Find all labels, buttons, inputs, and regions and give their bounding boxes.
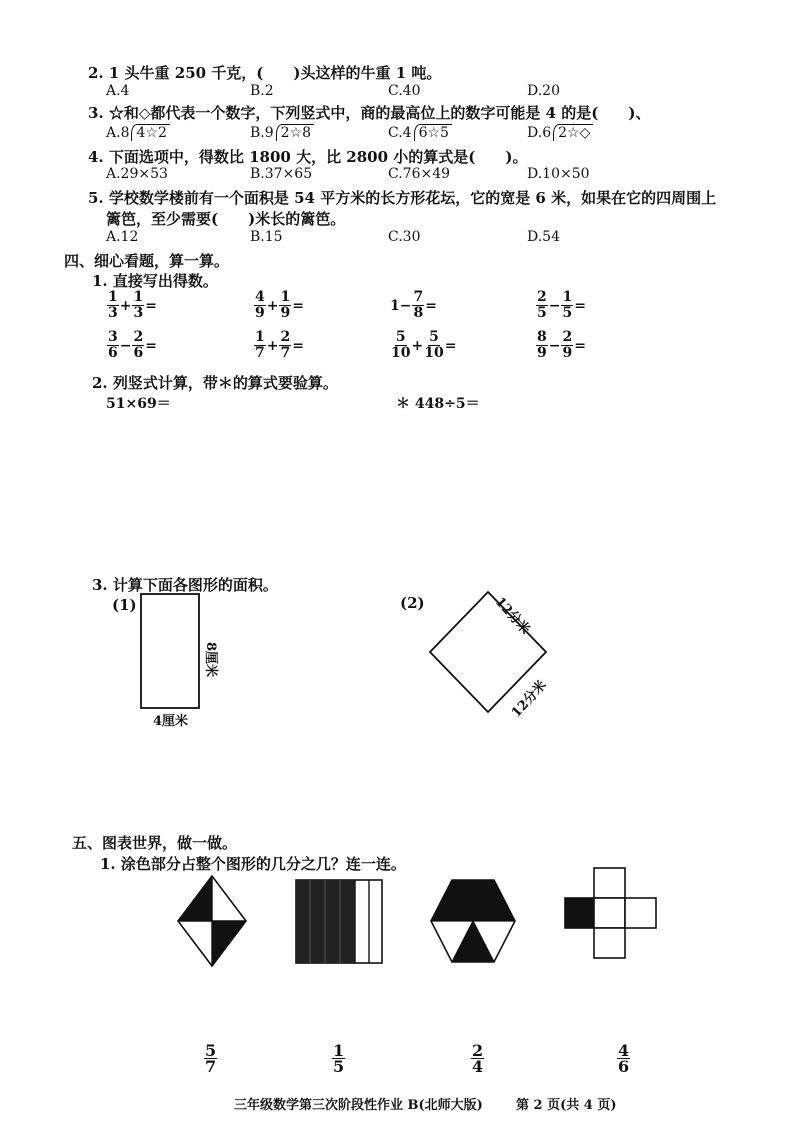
fraction-problem: 1 7 + $\frac{2}{7}$ = [255, 329, 304, 361]
diamond-shape [178, 876, 246, 966]
q2-option-c: C.40 [388, 83, 421, 99]
q5-option-c: C.30 [388, 229, 421, 245]
fraction-problem: 5 10 + $\frac{5}{10}$ = [391, 329, 457, 361]
cross-net-shape [565, 868, 656, 958]
question-2-stem: 2. 1 头牛重 250 千克，( )头这样的牛重 1 吨。 [88, 64, 442, 82]
question-5-stem-line1: 5. 学校数学楼前有一个面积是 54 平方米的长方形花坛，它的宽是 6 米，如果在它的四周围上 [88, 189, 717, 207]
question-4-stem: 4. 下面选项中，得数比 1800 大，比 2800 小的算式是( )。 [88, 148, 528, 166]
section-4-q3-title: 3. 计算下面各图形的面积。 [92, 576, 278, 594]
q5-option-a: A.12 [106, 229, 139, 245]
fraction-problem: 1− $\frac{7}{8}$ = [390, 289, 437, 321]
question-3-stem: 3. ☆和◇都代表一个数字，下列竖式中，商的最高位上的数字可能是 4 的是( )、 [88, 104, 651, 122]
answer-fraction: 5 7 [205, 1041, 217, 1076]
answer-fraction: 2 4 [472, 1041, 484, 1076]
answer-fraction: 1 5 [333, 1041, 345, 1076]
answer-fraction: 4 6 [618, 1041, 630, 1076]
rectangle-width-label: 4厘米 [153, 714, 189, 729]
vertical-calc-1: 51×69＝ [106, 396, 171, 412]
q4-option-b: B.37×65 [250, 166, 313, 182]
square-side-label-upper: 12分米 [491, 594, 533, 638]
q4-option-d: D.10×50 [527, 166, 590, 182]
fraction-problem: 4 9 + $\frac{1}{9}$ = [255, 289, 304, 321]
q2-option-a: A.4 [106, 83, 130, 99]
fraction-problem: 8 9 − $\frac{2}{9}$ = [537, 329, 586, 361]
figure-1-label: (1) [112, 596, 137, 614]
q3-option-a: A.8 4☆2 [106, 124, 170, 141]
q3-option-b: B.9 2☆8 [250, 124, 314, 141]
question-5-stem-line2: 篱笆，至少需要( )米长的篱笆。 [106, 210, 346, 228]
figure-2-label: (2) [400, 594, 425, 612]
q3-option-d: D.6 2☆◇ [527, 124, 593, 141]
fraction-problem: 1 3 + $\frac{1}{3}$ = [108, 289, 157, 321]
fraction-problem: 2 5 − $\frac{1}{5}$ = [537, 289, 586, 321]
q3-option-c: C.4 6☆5 [388, 124, 452, 141]
vertical-calc-2: ＊ 448÷5＝ [396, 396, 480, 412]
section-5-title: 五、图表世界，做一做。 [72, 834, 238, 852]
q4-option-c: C.76×49 [388, 166, 451, 182]
q2-option-d: D.20 [527, 83, 560, 99]
hexagon-shape [431, 880, 515, 962]
section-4-q1-title: 1. 直接写出得数。 [92, 272, 218, 290]
fraction-problem: 3 6 − $\frac{2}{6}$ = [108, 329, 157, 361]
square-side-label-lower: 12分米 [508, 677, 550, 721]
striped-rectangle-shape [296, 880, 382, 963]
footer-title: 三年级数学第三次阶段性作业 B(北师大版) [234, 1098, 483, 1113]
q4-option-a: A.29×53 [106, 166, 168, 182]
footer-page-number: 第 2 页(共 4 页) [516, 1098, 617, 1113]
q5-option-d: D.54 [527, 229, 560, 245]
q5-option-b: B.15 [250, 229, 283, 245]
q2-option-b: B.2 [250, 83, 274, 99]
section-4-title: 四、细心看题，算一算。 [64, 252, 230, 270]
rectangle-height-label: 8厘米 [203, 642, 218, 678]
section-4-q2-title: 2. 列竖式计算，带＊的算式要验算。 [92, 374, 338, 392]
section-5-q1-title: 1. 涂色部分占整个图形的几分之几？连一连。 [100, 855, 406, 873]
